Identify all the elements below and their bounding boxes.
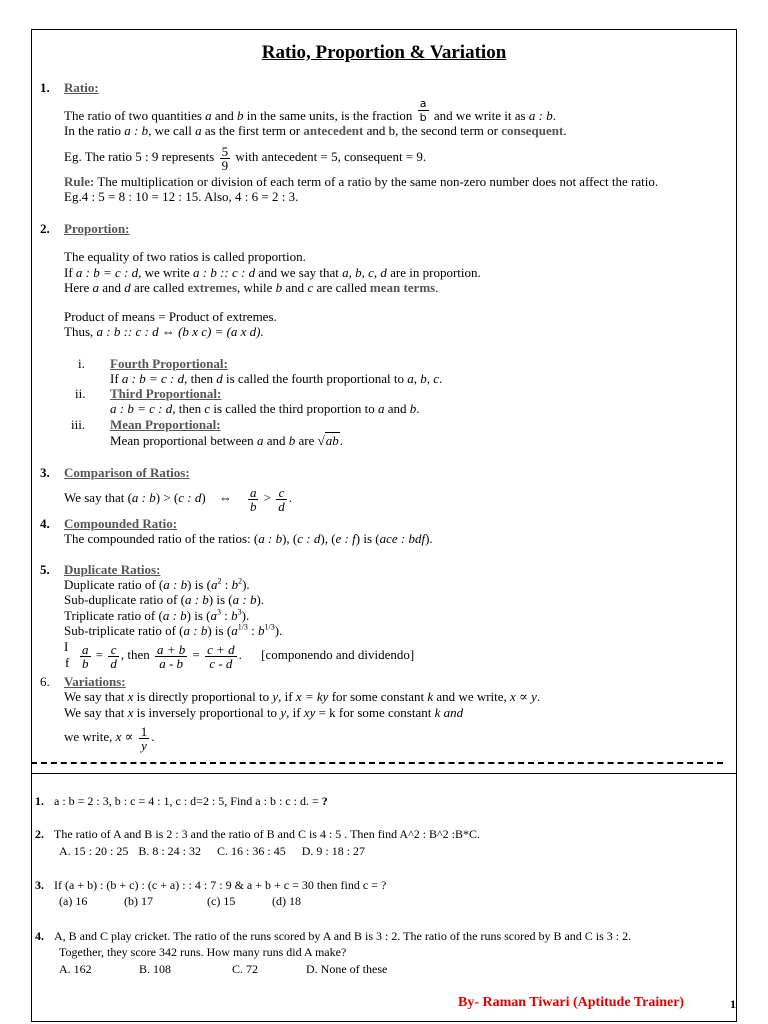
- direct-variation-line: We say that x is directly proportional to y, if x = ky for some constant k and we write, x ∝ y.: [64, 689, 541, 704]
- section-4-heading: Compounded Ratio:: [64, 516, 178, 531]
- ratio-definition-line: The ratio of two quantities a and b in the same units, is the fraction $\frac{a}{b}$ and we write it as a : b.: [64, 96, 556, 124]
- solid-separator: [31, 773, 737, 774]
- third-proportional-heading: Third Proportional:: [110, 386, 222, 401]
- mean-proportional-text: Mean proportional between a and b are √ab.: [110, 433, 343, 448]
- subsection-i-number: i.: [78, 356, 85, 371]
- fraction-a-over-b: $\frac{a}{b}$: [419, 96, 427, 124]
- subsection-iii-number: iii.: [71, 417, 86, 432]
- product-line: Product of means = Product of extremes.: [64, 309, 277, 324]
- fraction-a-over-b: $\frac{a}{b}$: [249, 484, 257, 514]
- sub-duplicate-ratio-line: Sub-duplicate ratio of (a : b) is (a : b).: [64, 592, 265, 607]
- sub-triplicate-ratio-line: Sub-triplicate ratio of (a : b) is ($a^{1/3}$ : $b^{1/3}$).: [64, 622, 283, 638]
- page-number: 1: [730, 997, 736, 1011]
- question-3-options: (a) 16 (b) 17 (c) 15 (d) 18: [59, 894, 301, 908]
- fraction-c-over-d: $\frac{c}{d}$: [110, 641, 117, 671]
- section-4-number: 4.: [40, 516, 50, 531]
- proportion-def: The equality of two ratios is called proportion.: [64, 249, 306, 264]
- mean-proportional-heading: Mean Proportional:: [110, 417, 221, 432]
- fraction-sum-over-diff-cd: $\frac{c + d}{c - d}$: [207, 641, 235, 671]
- fourth-proportional-text: If a : b = c : d, then d is called the fourth proportional to a, b, c.: [110, 371, 443, 386]
- example-line: Eg. The ratio 5 : 9 represents $\frac{5}{9}$ with antecedent = 5, consequent = 9.: [64, 143, 427, 173]
- if-letter-i: I: [64, 639, 69, 654]
- fraction-5-over-9: $\frac{5}{9}$: [221, 143, 229, 173]
- compounded-ratio-text: The compounded ratio of the ratios: (a : b), (c : d), (e : f) is (ace : bdf).: [64, 531, 433, 546]
- section-3-heading: Comparison of Ratios:: [64, 465, 190, 480]
- section-2-number: 2.: [40, 221, 50, 236]
- if-letter-f: f: [65, 655, 70, 670]
- page-title: Ratio, Proportion & Variation: [261, 42, 507, 63]
- rule-line: Rule: The multiplication or division of each term of a ratio by the same non-zero number does not affect the ratio.: [64, 174, 659, 189]
- fraction-c-over-d: $\frac{c}{d}$: [278, 484, 285, 514]
- question-4-options: A. 162 B. 108 C. 72 D. None of these: [59, 962, 388, 976]
- triplicate-ratio-line: Triplicate ratio of (a : b) is ($a^3$ : $b^3$).: [64, 607, 250, 623]
- comparison-line: We say that (a : b) > (c : d) ⇔ $\frac{a}{b}$ > $\frac{c}{d}$ .: [64, 484, 293, 514]
- question-2-options: A. 15 : 20 : 25 B. 8 : 24 : 32 C. 16 : 36 : 45 D. 9 : 18 : 27: [59, 844, 366, 858]
- componendo-dividendo-line: $\frac{a}{b}$ = $\frac{c}{d}$ , then $\frac{a + b}{a - b}$ = $\frac{c + d}{c - d}$ . [componendo and dividendo]: [82, 641, 415, 671]
- fraction-sum-over-diff-ab: $\frac{a + b}{a - b}$: [156, 641, 186, 671]
- thus-line: Thus, a : b :: c : d ⇔ (b x c) = (a x d).: [64, 324, 264, 339]
- question-2: 2. The ratio of A and B is 2 : 3 and the ratio of B and C is 4 : 5 . Then find A^2 : B^2 :B*C.: [35, 827, 481, 841]
- section-6-number: 6.: [40, 674, 50, 689]
- example-4-line: Eg.4 : 5 = 8 : 10 = 12 : 15. Also, 4 : 6 = 2 : 3.: [64, 189, 299, 204]
- section-6-heading: Variations:: [64, 674, 126, 689]
- dashed-separator: [31, 762, 723, 764]
- question-3: 3. If (a + b) : (b + c) : (c + a) : : 4 : 7 : 9 & a + b + c = 30 then find c = ?: [35, 878, 387, 892]
- question-1: 1. a : b = 2 : 3, b : c = 4 : 1, c : d=2 : 5, Find a : b : c : d. = ?: [35, 794, 328, 808]
- antecedent-line: In the ratio a : b, we call a as the first term or antecedent and b, the second term or consequent.: [64, 123, 567, 138]
- section-5-number: 5.: [40, 562, 50, 577]
- proportion-notation: If a : b = c : d, we write a : b :: c : d and we say that a, b, c, d are in proportion.: [64, 265, 481, 280]
- extremes-line: Here a and d are called extremes, while b and c are called mean terms.: [64, 280, 439, 295]
- subsection-ii-number: ii.: [75, 386, 86, 401]
- square-root-ab: √ab: [317, 433, 339, 448]
- fraction-1-over-y: $\frac{1}{y}$: [140, 723, 148, 753]
- author-credit: By- Raman Tiwari (Aptitude Trainer): [458, 995, 685, 1010]
- section-5-heading: Duplicate Ratios:: [64, 562, 161, 577]
- section-1-heading: Ratio:: [64, 80, 99, 95]
- duplicate-ratio-line: Duplicate ratio of (a : b) is ($a^2$ : $b^2$).: [64, 576, 250, 592]
- inverse-variation-write: we write, x ∝ $\frac{1}{y}$ .: [64, 723, 155, 753]
- question-4-continued: Together, they score 342 runs. How many runs did A make?: [59, 945, 347, 959]
- inverse-variation-line: We say that x is inversely proportional to y, if xy = k for some constant k and: [64, 705, 464, 720]
- third-proportional-text: a : b = c : d, then c is called the third proportion to a and b.: [110, 401, 420, 416]
- section-1-number: 1.: [40, 80, 50, 95]
- fourth-proportional-heading: Fourth Proportional:: [110, 356, 228, 371]
- fraction-a-over-b: $\frac{a}{b}$: [82, 641, 89, 671]
- section-2-heading: Proportion:: [64, 221, 130, 236]
- section-3-number: 3.: [40, 465, 50, 480]
- question-4: 4. A, B and C play cricket. The ratio of the runs scored by A and B is 3 : 2. The ratio of the runs scored by B and C is 3 : 2.: [35, 929, 632, 943]
